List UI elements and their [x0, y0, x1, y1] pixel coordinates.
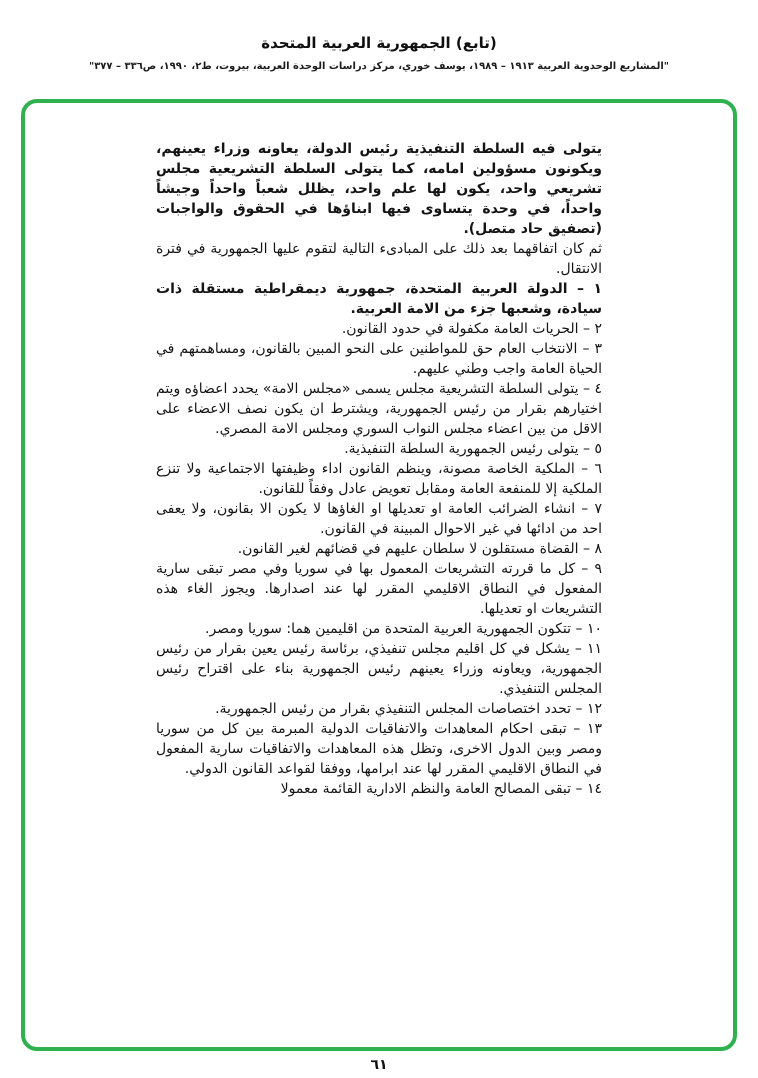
- clause-4: ٤ – يتولى السلطة التشريعية مجلس يسمى «مجلس الامة» يحدد اعضاؤه ويتم اختيارهم بقرار من رئيس الجمهورية، ويشترط ان يكون نصف الاعضاء على الاقل من بين اعضاء مجلس النواب السوري ومجلس الامة المصري.: [156, 381, 602, 437]
- document-header: [0, 34, 758, 72]
- clause-8: ٨ – القضاة مستقلون لا سلطان عليهم في قضائهم لغير القانون.: [237, 541, 602, 557]
- clause-6: ٦ – الملكية الخاصة مصونة، وينظم القانون اداء وظيفتها الاجتماعية ولا تنزع الملكية إلا للمنفعة العامة ومقابل تعويض عادل وفقاً للقانون.: [156, 461, 602, 497]
- page-number: ٦١: [370, 1057, 388, 1073]
- page-title: (تابع) الجمهورية العربية المتحدة: [261, 34, 497, 52]
- clause-13: ١٣ – تبقى احكام المعاهدات والاتفاقيات الدولية المبرمة بين كل من سوريا ومصر وبين الدول الاخرى، وتظل هذه المعاهدات والاتفاقيات سارية المفعول في النطاق الاقليمي المقرر لها عند ابرامها، ووفقا لقواعد القانون الدولي.: [156, 721, 602, 777]
- clause-5: ٥ – يتولى رئيس الجمهورية السلطة التنفيذية.: [344, 441, 602, 457]
- clause-7: ٧ – انشاء الضرائب العامة او تعديلها او الغاؤها لا يكون الا بقانون، ولا يعفى احد من ادائها في غير الاحوال المبينة في القانون.: [156, 501, 602, 537]
- clause-14: ١٤ – تبقى المصالح العامة والنظم الادارية القائمة معمولا: [280, 781, 602, 797]
- clause-10: ١٠ – تتكون الجمهورية العربية المتحدة من اقليمين هما: سوريا ومصر.: [205, 621, 602, 637]
- intro-paragraph: يتولى فيه السلطة التنفيذية رئيس الدولة، يعاونه وزراء يعينهم، ويكونون مسؤولين امامه، كما يتولى السلطة التشريعية مجلس تشريعي واحد، يكون لها علم واحد، يظلل شعباً واحداً وجيشاً واحداً، في وحدة يتساوى فيها ابناؤها في الحقوق والواجبات (تصفيق حاد متصل).: [156, 141, 602, 237]
- content-frame: [21, 99, 737, 1051]
- source-citation: "المشاريع الوحدوية العربية ١٩١٣ – ١٩٨٩، يوسف خوري، مركز دراسات الوحدة العربية، بيروت، ط٢، ١٩٩٠، ص٣٣٦ – ٣٧٧": [88, 61, 670, 72]
- clause-11: ١١ – يشكل في كل اقليم مجلس تنفيذي، برئاسة رئيس يعين بقرار من رئيس الجمهورية، ويعاونه وزراء يعينهم رئيس الجمهورية بناء على اقتراح رئيس المجلس التنفيذي.: [156, 641, 602, 697]
- body-text: [156, 139, 602, 799]
- clause-9: ٩ – كل ما قررته التشريعات المعمول بها في سوريا وفي مصر تبقى سارية المفعول في النطاق الاقليمي المقرر لها عند اصدارها. ويجوز الغاء هذه التشريعات او تعديلها.: [156, 561, 602, 617]
- clause-12: ١٢ – تحدد اختصاصات المجلس التنفيذي بقرار من رئيس الجمهورية.: [215, 701, 602, 717]
- clause-1: ١ – الدولة العربية المتحدة، جمهورية ديمقراطية مستقلة ذات سيادة، وشعبها جزء من الامة العربية.: [156, 281, 602, 317]
- transition-paragraph: ثم كان اتفاقهما بعد ذلك على المبادىء التالية لتقوم عليها الجمهورية في فترة الانتقال.: [156, 241, 602, 277]
- clause-2: ٢ – الحريات العامة مكفولة في حدود القانون.: [341, 321, 602, 337]
- clause-3: ٣ – الانتخاب العام حق للمواطنين على النحو المبين بالقانون، ومساهمتهم في الحياة العامة واجب وطني عليهم.: [156, 341, 602, 377]
